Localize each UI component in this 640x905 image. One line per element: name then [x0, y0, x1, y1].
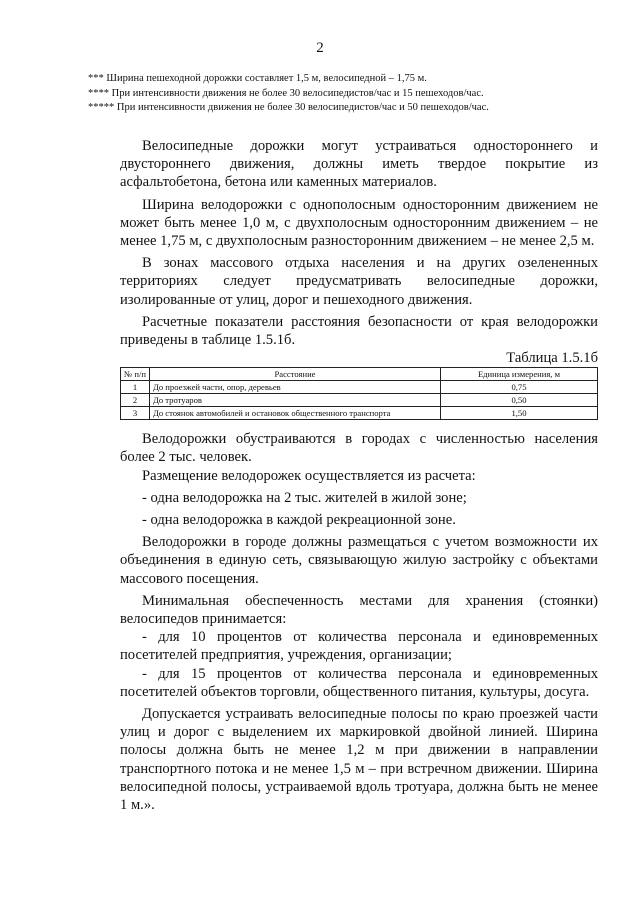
table-cell: 1	[121, 381, 150, 394]
paragraph: Велосипедные дорожки могут устраиваться одностороннего и двустороннего движения, должны иметь твердое покрытие из асфальтобетона, бетона или каменных материалов.	[120, 138, 598, 191]
paragraph: В зонах массового отдыха населения и на других озелененных территориях следует предусматривать велосипедные дорожки, изолированные от улиц, дорог и пешеходного движения.	[120, 255, 598, 308]
table-cell: 3	[121, 407, 150, 420]
table-cell: До тротуаров	[150, 394, 441, 407]
list-item: - одна велодорожка в каждой рекреационной зоне.	[142, 512, 456, 529]
table-cell: До проезжей части, опор, деревьев	[150, 381, 441, 394]
table-cell: 0,50	[441, 394, 598, 407]
table-cell: 1,50	[441, 407, 598, 420]
list-item: - для 10 процентов от количества персонала и единовременных посетителей предприятия, учреждения, организации;	[120, 629, 598, 664]
paragraph: Допускается устраивать велосипедные полосы по краю проезжей части улиц и дорог с выделением их маркировкой двойной линией. Ширина полосы должна быть не менее 1,2 м при движении в направлении транспортного потока и не менее 1,5 м – при встречном движении. Ширина велосипедной полосы, устраиваемой вдоль тротуара, должна быть не менее 1 м.».	[120, 706, 598, 814]
paragraph: Велодорожки в городе должны размещаться с учетом возможности их объединения в единую сеть, связывающую жилую застройку с объектами массового посещения.	[120, 534, 598, 587]
distance-table	[120, 367, 598, 420]
table-cell: 2	[121, 394, 150, 407]
column-header: Единица измерения, м	[441, 368, 598, 381]
footnotes	[88, 72, 588, 116]
table-row	[121, 407, 598, 420]
paragraph: Расчетные показатели расстояния безопасности от края велодорожки приведены в таблице 1.5.1б.	[120, 313, 598, 349]
footnote: ***** При интенсивности движения не более 30 велосипедистов/час и 50 пешеходов/час.	[88, 102, 489, 113]
paragraph: Размещение велодорожек осуществляется из расчета:	[142, 467, 476, 484]
paragraph: Ширина велодорожки с однополосным односторонним движением не может быть менее 1,0 м, с двухполосным односторонним движением – не менее 1,75 м, с двухполосным разносторонним движением – не менее 2,5 м.	[120, 196, 598, 250]
paragraph: Велодорожки обустраиваются в городах с численностью населения более 2 тыс. человек.	[120, 431, 598, 466]
list-item: - для 15 процентов от количества персонала и единовременных посетителей объектов торговли, общественного питания, культуры, досуга.	[120, 665, 598, 700]
table-caption: Таблица 1.5.1б	[506, 350, 598, 367]
page-number: 2	[316, 40, 324, 56]
column-header: Расстояние	[150, 368, 441, 381]
footnote: **** При интенсивности движения не более 30 велосипедистов/час и 15 пешеходов/час.	[88, 87, 484, 99]
paragraph: Минимальная обеспеченность местами для хранения (стоянки) велосипедов принимается:	[120, 592, 598, 628]
table-row	[121, 381, 598, 394]
table-row	[121, 394, 598, 407]
body-text	[120, 137, 598, 814]
column-header: № п/п	[121, 368, 150, 381]
table-cell: До стоянок автомобилей и остановок общественного транспорта	[150, 407, 441, 420]
list-item: - одна велодорожка на 2 тыс. жителей в жилой зоне;	[142, 489, 467, 506]
table-cell: 0,75	[441, 381, 598, 394]
table-header-row	[121, 368, 598, 381]
footnote: *** Ширина пешеходной дорожки составляет 1,5 м, велосипедной – 1,75 м.	[88, 73, 427, 84]
